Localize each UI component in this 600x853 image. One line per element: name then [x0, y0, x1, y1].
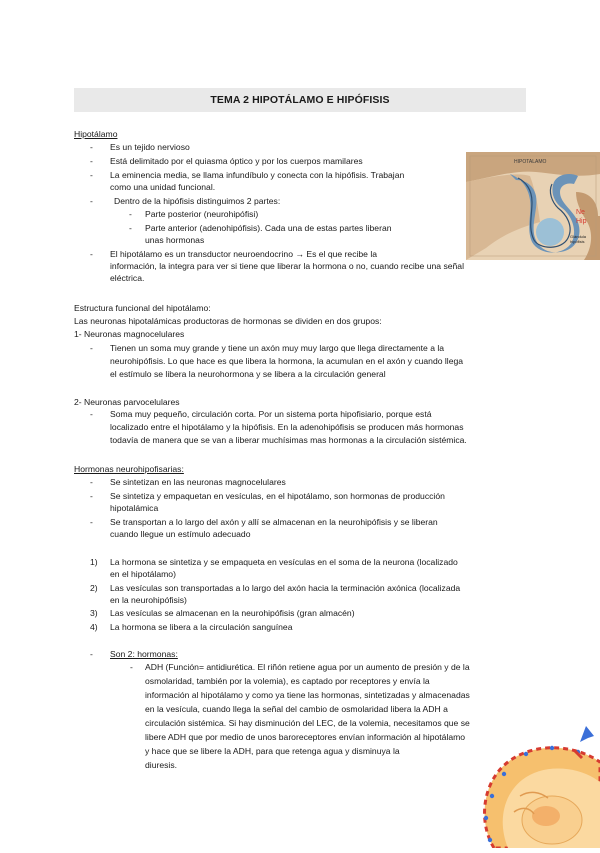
subheading-parvocelulares: 2- Neuronas parvocelulares [74, 397, 180, 407]
list-item: Tienen un soma muy grande y tiene un axón muy muy largo que llega directamente a la [110, 343, 445, 353]
title-bar [74, 88, 526, 112]
numbered-step: Las vesículas son transportadas a lo largo del axón hacia la terminación axónica (localizada [110, 583, 461, 593]
numbered-step: La hormona se sintetiza y se empaqueta en vesículas en el soma de la neurona (localizado [110, 557, 458, 567]
cell-illustration [474, 712, 600, 848]
list-item: Soma muy pequeño, circulación corta. Por un sistema porta hipofisiario, porque está [110, 409, 432, 419]
list-item: Es un tejido nervioso [110, 142, 190, 152]
bullet-marker: - [90, 477, 93, 487]
adh-paragraph-line: ADH (Función= antidiurética. El riñón retiene agua por un aumento de presión y de la [145, 662, 470, 672]
sub-list-item-cont: unas hormonas [145, 235, 205, 245]
numbered-step: La hormona se libera a la circulación sanguínea [110, 622, 293, 632]
figure-label-red: Ne [576, 209, 585, 216]
sub-list-item: Parte posterior (neurohipófisi) [145, 209, 259, 219]
list-item: La eminencia media, se llama infundíbulo y conecta con la hipófisis. Trabajan [110, 170, 405, 180]
list-item-cont: el estímulo se libera la neurohormona y se libera a la circulación general [110, 369, 386, 379]
list-item-cont: cuando llegue un estímulo adecuado [110, 529, 251, 539]
list-item-cont: como una unidad funcional. [110, 182, 216, 192]
list-item-cont: eléctrica. [110, 273, 145, 283]
list-item: Dentro de la hipófisis distinguimos 2 partes: [114, 196, 281, 206]
adh-paragraph-line: libere ADH que por medio de unos baroreceptores envían información al hipotálamo [145, 732, 466, 742]
sub-bullet-marker: - [129, 209, 132, 219]
list-item-cont: todavía de manera que se van a liberar muchísimas mas hormonas a la circulación sistémica. [110, 435, 467, 445]
sub-bullet-marker: - [129, 223, 132, 233]
adh-paragraph-line: diuresis. [145, 760, 177, 770]
bullet-marker: - [90, 517, 93, 527]
section-heading-estructura: Estructura funcional del hipotálamo: [74, 303, 211, 313]
son2-label: Son 2: hormonas: [110, 649, 178, 659]
adh-paragraph-line: y hace que se libere la ADH, para que retenga agua y disminuya la [145, 746, 400, 756]
sub-list-item: Parte anterior (adenohipófisis). Cada una de estas partes liberan [145, 223, 392, 233]
adh-paragraph-line: en la vesícula, cuando llega la señal del cambio de osmolaridad libera la ADH a [145, 704, 448, 714]
bullet-marker: - [90, 142, 93, 152]
cell-figure [474, 712, 600, 848]
section-heading-hormonas: Hormonas neurohipofisarias: [74, 464, 184, 474]
hypothalamus-figure [466, 152, 600, 260]
figure-label-small: Glándula [570, 234, 587, 239]
list-item-cont: hipotalámica [110, 503, 159, 513]
sub-bullet-marker: - [130, 662, 133, 672]
hypothalamus-illustration [466, 152, 600, 260]
list-item: Está delimitado por el quiasma óptico y por los cuerpos mamilares [110, 156, 363, 166]
list-item: El hipotálamo es un transductor neuroendocrino → Es el que recibe la [110, 249, 378, 259]
numbered-step-cont: en el hipotálamo) [110, 569, 176, 579]
step-number: 1) [90, 557, 98, 567]
adh-paragraph-line: circulación sistémica. Si hay disminución del LEC, de la volemia, necesitamos que se [145, 718, 470, 728]
bullet-marker: - [90, 343, 93, 353]
adh-paragraph-line: osmolaridad, también por la volemia), es captado por receptores y envía la [145, 676, 430, 686]
bullet-marker: - [90, 491, 93, 501]
bullet-marker: - [90, 409, 93, 419]
bullet-marker: - [90, 170, 93, 180]
bullet-marker: - [90, 156, 93, 166]
figure-label-top: HIPOTALAMO [514, 159, 547, 165]
list-item-cont: información, la integra para ver si tiene que liberar la hormona o no, cuando recibe una señal [110, 261, 464, 271]
bullet-marker: - [90, 649, 93, 659]
numbered-step: Las vesículas se almacenan en la neurohipófisis (gran almacén) [110, 608, 355, 618]
step-number: 2) [90, 583, 98, 593]
list-item: Se sintetizan en las neuronas magnocelulares [110, 477, 286, 487]
bullet-marker: - [90, 196, 93, 206]
list-item-cont: neurohipófisis. Lo que hace es que libera la hormona, la acumulan en el axón y cuando llega [110, 356, 464, 366]
step-number: 3) [90, 608, 98, 618]
list-item-cont: localizado entre el hipotálamo y la hipófisis. En la adenohipófisis se producen más hormonas [110, 422, 464, 432]
list-item: Se transportan a lo largo del axón y allí se almacenan en la neurohipófisis y se liberan [110, 517, 438, 527]
adh-paragraph-line: información al hipotálamo y como ya tiene las hormonas, sintetizadas y almacenadas [145, 690, 470, 700]
subheading-magnocelulares: 1- Neuronas magnocelulares [74, 329, 185, 339]
section-heading-hipotalamo: Hipotálamo [74, 129, 118, 139]
list-item: Se sintetiza y empaquetan en vesículas, en el hipotálamo, son hormonas de producción [110, 491, 445, 501]
figure-label-small: hipófisis [570, 239, 585, 244]
paragraph: Las neuronas hipotalámicas productoras de hormonas se dividen en dos grupos: [74, 316, 382, 326]
figure-label-red: Hip [576, 218, 587, 225]
bullet-marker: - [90, 249, 93, 259]
step-number: 4) [90, 622, 98, 632]
numbered-step-cont: en la neurohipófisis) [110, 595, 187, 605]
page-title: TEMA 2 HIPOTÁLAMO E HIPÓFISIS [210, 94, 390, 106]
